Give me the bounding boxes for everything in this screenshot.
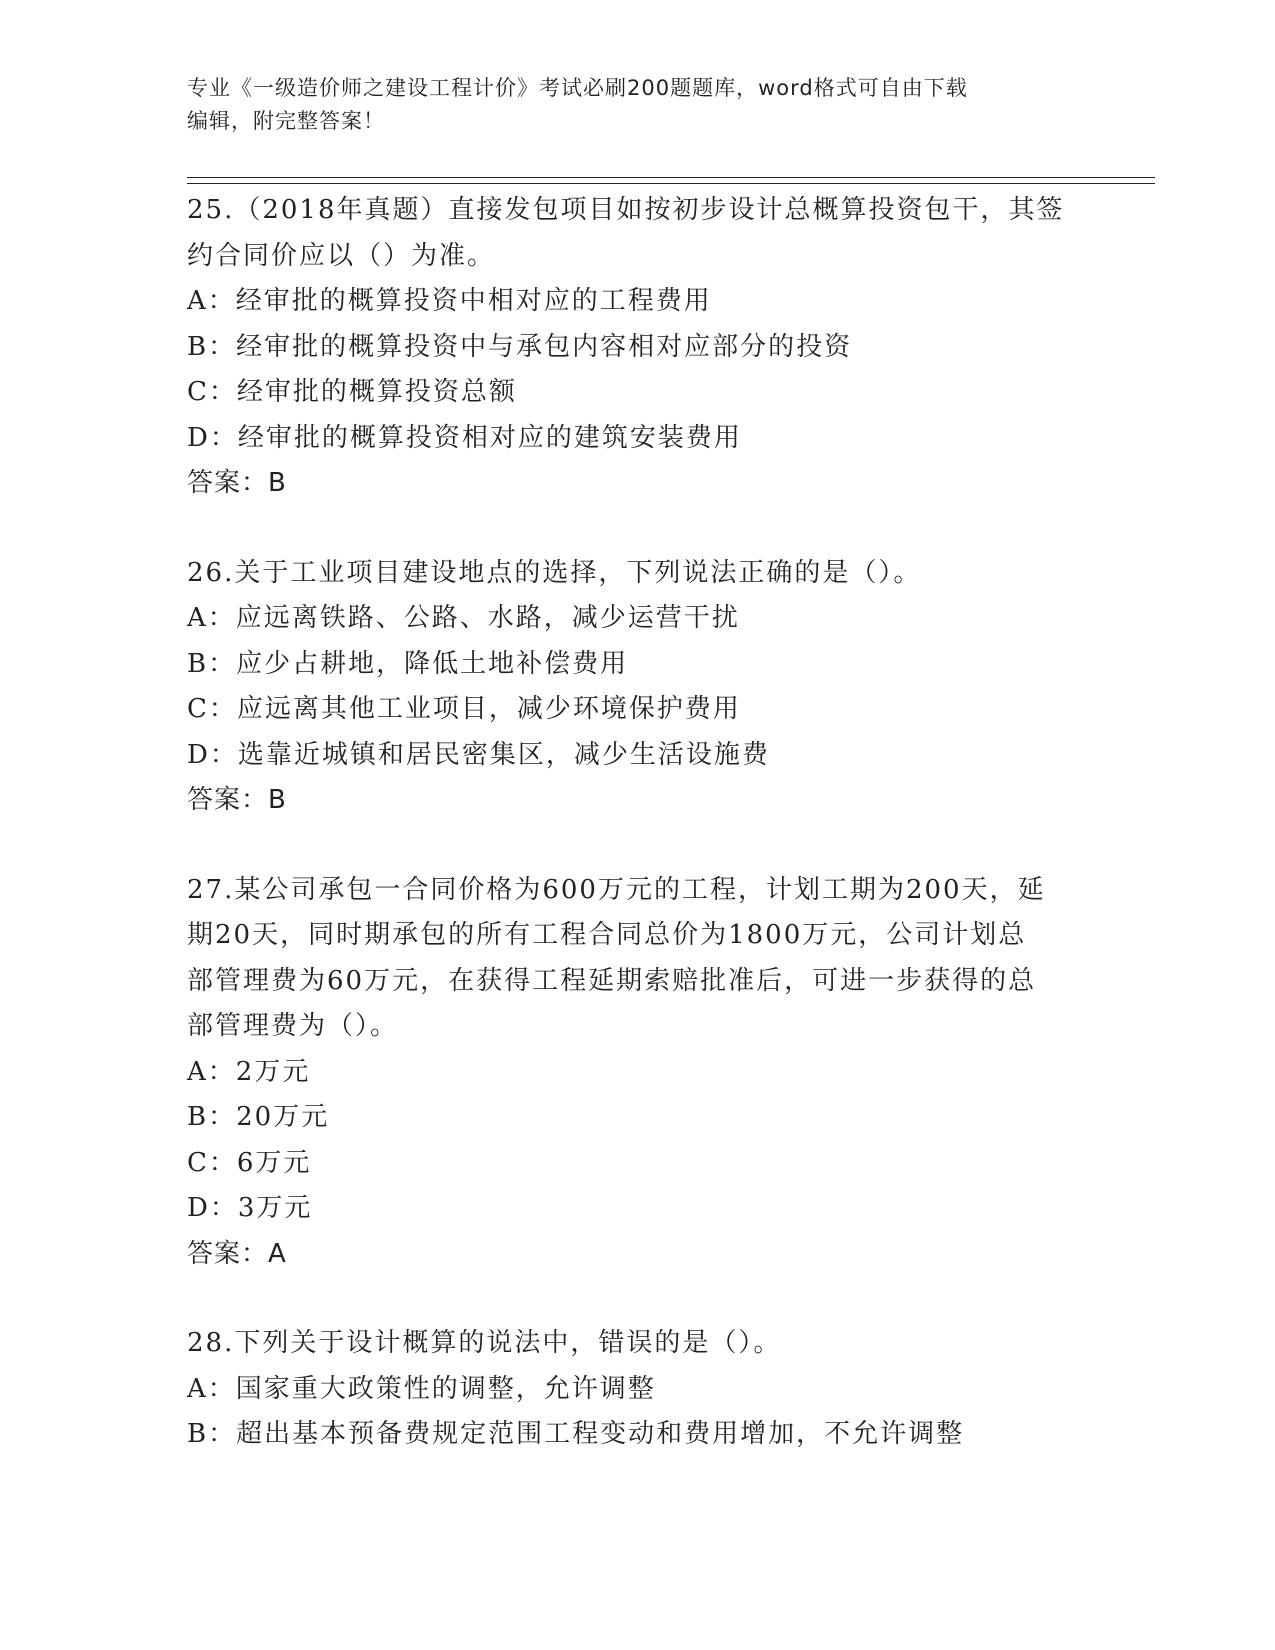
answer: 答案：B — [187, 468, 287, 498]
option-c: C：经审批的概算投资总额 — [187, 377, 517, 407]
question-stem — [187, 188, 1087, 279]
header-line: 编辑，附完整答案！ — [187, 109, 385, 133]
stem-line: 25.（2018年真题）直接发包项目如按初步设计总概算投资包干，其签 — [187, 195, 1065, 225]
option-a: A：2万元 — [187, 1056, 311, 1087]
question-27 — [187, 868, 1087, 1278]
stem-line: 26.关于工业项目建设地点的选择，下列说法正确的是（）。 — [187, 557, 922, 588]
stem-line: 期20天，同时期承包的所有工程合同总价为1800万元，公司计划总 — [187, 920, 1027, 950]
question-stem — [187, 551, 1087, 597]
question-26 — [187, 551, 1087, 824]
stem-line: 27.某公司承包一合同价格为600万元的工程，计划工期为200天，延 — [187, 874, 1046, 905]
option-b: B：应少占耕地，降低土地补偿费用 — [187, 648, 629, 679]
question-list — [187, 188, 1087, 1502]
stem-line: 部管理费为60万元，在获得工程延期索赔批准后，可进一步获得的总 — [187, 965, 1037, 996]
option-b: B：经审批的概算投资中与承包内容相对应部分的投资 — [187, 331, 853, 362]
option-a: A：应远离铁路、公路、水路，减少运营干扰 — [187, 603, 740, 633]
question-stem — [187, 868, 1087, 1050]
document-header — [187, 72, 1067, 138]
header-line: 专业《一级造价师之建设工程计价》考试必刷200题题库，word格式可自由下载 — [187, 76, 968, 100]
header-divider-top — [187, 177, 1155, 178]
option-d: D：经审批的概算投资相对应的建筑安装费用 — [187, 422, 742, 453]
option-a: A：经审批的概算投资中相对应的工程费用 — [187, 286, 712, 316]
option-a: A：国家重大政策性的调整，允许调整 — [187, 1373, 656, 1404]
stem-line: 约合同价应以（）为准。 — [187, 240, 496, 271]
question-stem — [187, 1321, 1087, 1367]
header-divider-bottom — [187, 183, 1155, 184]
answer: 答案：A — [187, 1238, 287, 1269]
option-c: C：6万元 — [187, 1147, 312, 1178]
stem-line: 部管理费为（）。 — [187, 1011, 399, 1041]
answer: 答案：B — [187, 785, 287, 815]
stem-line: 28.下列关于设计概算的说法中，错误的是（）。 — [187, 1328, 782, 1358]
option-c: C：应远离其他工业项目，减少环境保护费用 — [187, 694, 741, 724]
question-25 — [187, 188, 1087, 507]
option-b: B：超出基本预备费规定范围工程变动和费用增加，不允许调整 — [187, 1419, 965, 1449]
option-b: B：20万元 — [187, 1102, 330, 1132]
option-d: D：选靠近城镇和居民密集区，减少生活设施费 — [187, 739, 770, 770]
option-d: D：3万元 — [187, 1193, 313, 1223]
question-28 — [187, 1321, 1087, 1458]
